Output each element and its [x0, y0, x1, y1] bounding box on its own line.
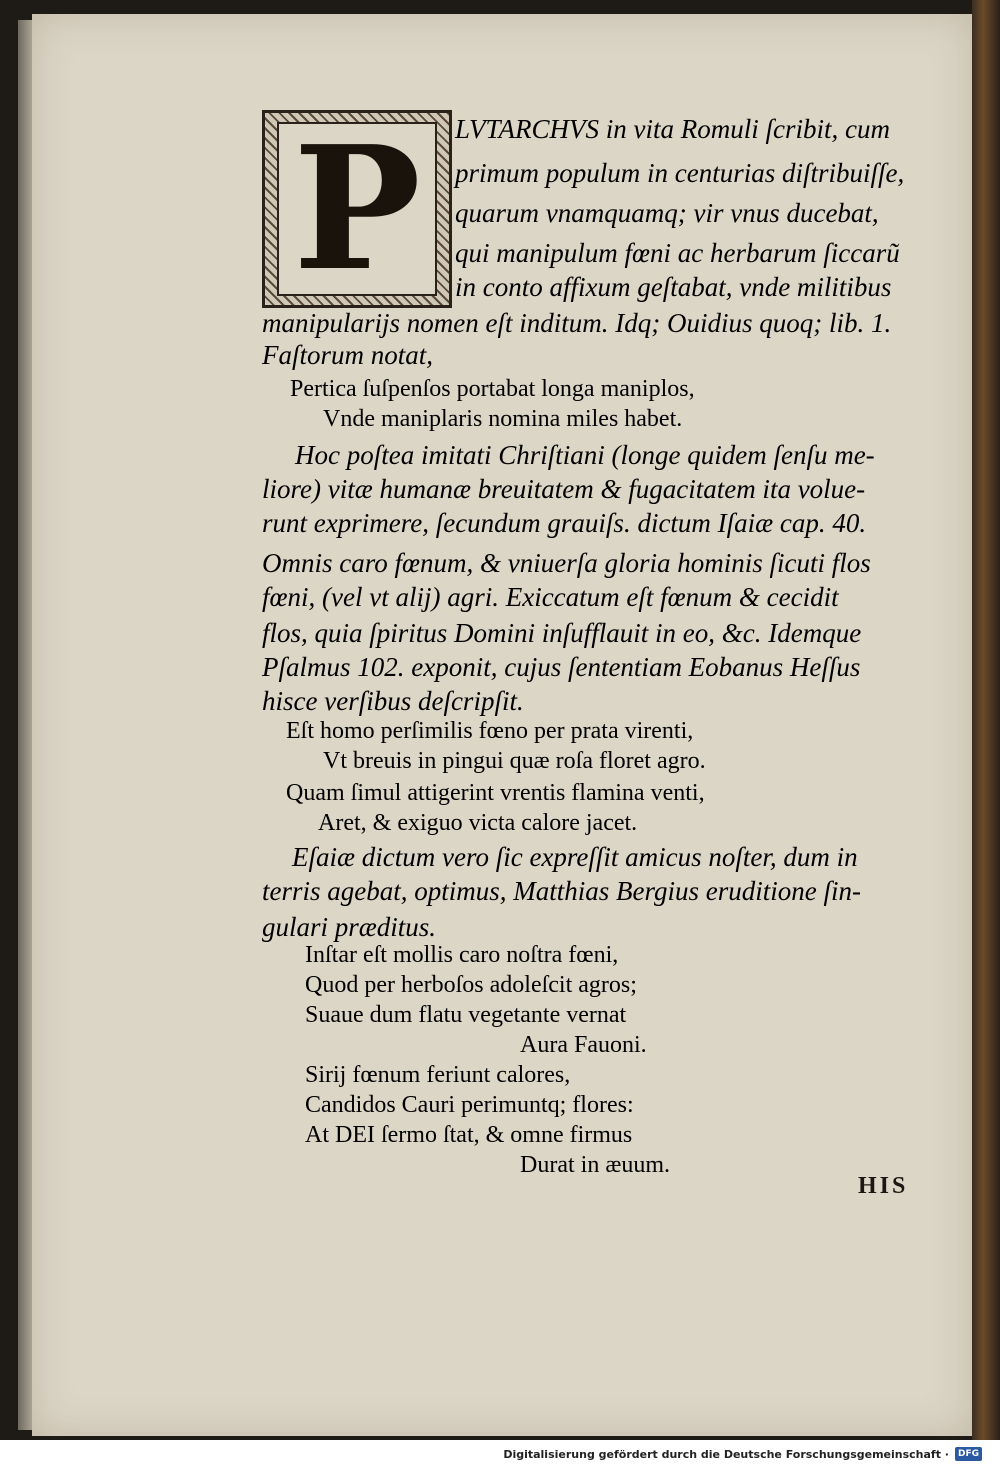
text-line: primum populum in centurias diſtribuiſſe, — [455, 158, 905, 188]
text-line: Suaue dum flatu vegetante vernat — [305, 1002, 627, 1028]
footer-bar — [0, 1440, 1000, 1468]
text-line: Pertica ſuſpenſos portabat longa maniplos, — [290, 376, 695, 402]
text-line: liore) vitæ humanæ breuitatem & fugacitatem ita volue- — [262, 474, 866, 504]
text-line: Eſt homo perſimilis fœno per prata virenti, — [286, 718, 694, 744]
text-line: Eſaiæ dictum vero ſic expreſſit amicus noſter, dum in — [292, 842, 858, 872]
text-line: LVTARCHVS in vita Romuli ſcribit, cum — [455, 114, 890, 144]
text-line: gulari præditus. — [262, 912, 437, 942]
text-line: in conto affixum geſtabat, vnde militibus — [455, 272, 892, 302]
text-line: At DEI ſermo ſtat, & omne firmus — [305, 1122, 633, 1148]
catchword: HIS — [858, 1173, 909, 1199]
text-line: Inſtar eſt mollis caro noſtra fœni, — [305, 942, 619, 968]
text-line: Aret, & exiguo victa calore jacet. — [318, 810, 638, 836]
page-edge — [18, 20, 32, 1430]
initial-letter: P — [277, 122, 437, 296]
text-line: Durat in æuum. — [520, 1152, 670, 1178]
text-line: hisce verſibus deſcripſit. — [262, 686, 524, 716]
text-line: Candidos Cauri perimuntq; flores: — [305, 1092, 634, 1118]
text-line: Aura Fauoni. — [520, 1032, 647, 1058]
text-line: Quam ſimul attigerint vrentis flamina venti, — [286, 780, 705, 806]
text-line: Vt breuis in pingui quæ roſa floret agro. — [323, 748, 706, 774]
decorated-initial — [262, 110, 452, 308]
text-line: terris agebat, optimus, Matthias Bergius eruditione ſin- — [262, 876, 861, 906]
text-line: Vnde maniplaris nomina miles habet. — [323, 406, 683, 432]
text-line: Quod per herboſos adoleſcit agros; — [305, 972, 637, 998]
text-line: runt exprimere, ſecundum grauiſs. dictum Iſaiæ cap. 40. — [262, 508, 867, 538]
text-line: Sirij fœnum feriunt calores, — [305, 1062, 571, 1088]
text-line: flos, quia ſpiritus Domini inſufflauit in eo, &c. Idemque — [262, 618, 862, 648]
text-line: Faſtorum notat, — [262, 340, 434, 370]
footer-credit: Digitalisierung gefördert durch die Deutsche Forschungsgemeinschaft · — [503, 1447, 949, 1461]
text-line: Pſalmus 102. exponit, cujus ſententiam Eobanus Heſſus — [262, 652, 861, 682]
text-line: qui manipulum fœni ac herbarum ſiccarũ — [455, 238, 900, 268]
dfg-logo: DFG — [955, 1447, 982, 1461]
text-line: Hoc poſtea imitati Chriſtiani (longe quidem ſenſu me- — [295, 440, 875, 470]
text-line: quarum vnamquamq; vir vnus ducebat, — [455, 198, 879, 228]
text-line: manipularijs nomen eſt inditum. Idq; Ouidius quoq; lib. 1. — [262, 308, 892, 338]
text-line: fœni, (vel vt alij) agri. Exiccatum eſt fœnum & cecidit — [262, 582, 839, 612]
book-spine — [972, 0, 1000, 1440]
text-line: Omnis caro fœnum, & vniuerſa gloria hominis ſicuti flos — [262, 548, 871, 578]
